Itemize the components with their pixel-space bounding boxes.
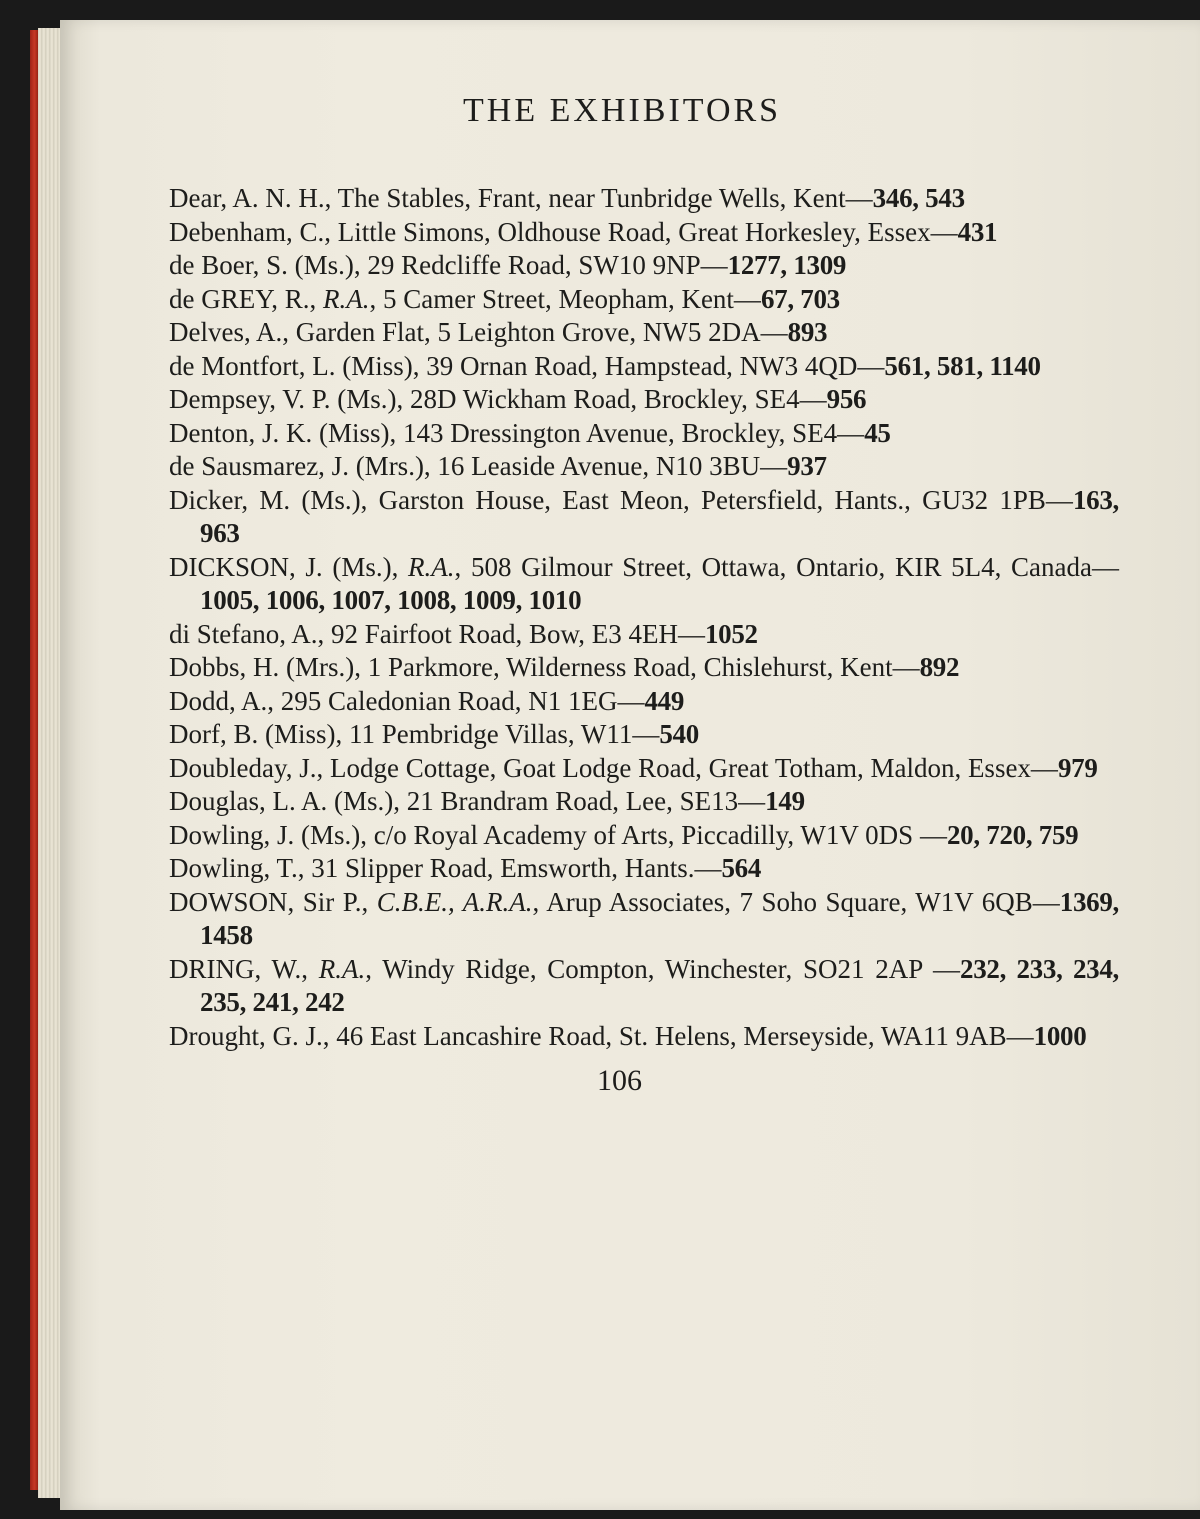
exhibitor-list: [169, 182, 1119, 1053]
entry-text: , 5 Camer Street, Meopham, Kent—: [369, 283, 761, 314]
entry-text: , Arup Associates, 7 Soho Square, W1V 6QB—: [532, 886, 1060, 917]
catalogue-numbers: 561, 581, 1140: [884, 350, 1041, 381]
exhibitor-entry: [169, 484, 1119, 551]
exhibitor-entry: [169, 685, 1119, 719]
honours: R.A.: [408, 551, 455, 582]
entry-text: , 508 Gilmour Street, Ottawa, Ontario, KIR 5L4, Canada—: [454, 551, 1120, 582]
exhibitor-entry: [169, 752, 1119, 786]
catalogue-numbers: 67, 703: [760, 283, 840, 314]
entry-text: de Boer, S. (Ms.), 29 Redcliffe Road, SW10 9NP—: [169, 250, 728, 280]
catalogue-numbers: 1052: [704, 618, 758, 649]
catalogue-numbers: 45: [864, 417, 891, 448]
entry-text: Dowling, T., 31 Slipper Road, Emsworth, Hants.—: [169, 853, 722, 883]
catalogue-numbers: 431: [957, 216, 998, 247]
exhibitor-entry: [169, 383, 1119, 417]
entry-text: DICKSON, J. (Ms.),: [169, 551, 409, 582]
entry-text: Dicker, M. (Ms.), Garston House, East Meon, Petersfield, Hants., GU32 1PB—: [169, 484, 1073, 515]
exhibitor-entry: [169, 316, 1119, 350]
catalogue-numbers: 20, 720, 759: [946, 819, 1079, 850]
exhibitor-entry: [169, 852, 1119, 886]
entry-text: Dear, A. N. H., The Stables, Frant, near Tunbridge Wells, Kent—: [169, 183, 873, 213]
exhibitor-entry: [169, 216, 1119, 250]
entry-text: de Sausmarez, J. (Mrs.), 16 Leaside Avenue, N10 3BU—: [169, 451, 788, 481]
exhibitor-entry: [169, 819, 1119, 853]
catalogue-numbers: 1005, 1006, 1007, 1008, 1009, 1010: [200, 585, 582, 615]
entry-text: Drought, G. J., 46 East Lancashire Road, St. Helens, Merseyside, WA11 9AB—: [169, 1020, 1034, 1051]
catalogue-numbers: 564: [721, 853, 762, 883]
entry-text: , Windy Ridge, Compton, Winchester, SO21 2AP —: [365, 953, 960, 984]
catalogue-numbers: 1369, 1458: [200, 886, 1120, 950]
catalogue-numbers: 449: [644, 685, 685, 716]
entry-text: Douglas, L. A. (Ms.), 21 Brandram Road, Lee, SE13—: [169, 786, 766, 816]
entry-text: Doubleday, J., Lodge Cottage, Goat Lodge Road, Great Totham, Maldon, Essex—: [169, 752, 1058, 783]
exhibitor-entry: [169, 350, 1119, 384]
catalogue-numbers: 893: [787, 317, 828, 347]
entry-text: de GREY, R.,: [169, 283, 324, 314]
catalogue-numbers: 540: [659, 719, 699, 749]
honours: R.A.: [323, 283, 370, 314]
catalogue-numbers: 956: [826, 384, 867, 414]
entry-text: Dodd, A., 295 Caledonian Road, N1 1EG—: [169, 685, 645, 716]
entry-text: Dempsey, V. P. (Ms.), 28D Wickham Road, Brockley, SE4—: [169, 384, 827, 414]
page-number: 106: [597, 1064, 642, 1097]
page-title: THE EXHIBITORS: [463, 92, 782, 129]
entry-text: DRING, W.,: [169, 953, 319, 984]
exhibitor-entry: [169, 953, 1119, 1020]
catalogue-numbers: 232, 233, 234, 235, 241, 242: [200, 953, 1119, 1017]
entry-text: Dobbs, H. (Mrs.), 1 Parkmore, Wilderness Road, Chislehurst, Kent—: [169, 652, 920, 682]
entry-text: Debenham, C., Little Simons, Oldhouse Road, Great Horkesley, Essex—: [169, 216, 958, 247]
catalogue-numbers: 979: [1057, 752, 1098, 783]
exhibitor-entry: [169, 651, 1119, 685]
exhibitor-entry: [169, 551, 1119, 618]
honours: R.A.: [318, 953, 366, 984]
catalogue-numbers: 1277, 1309: [727, 250, 847, 280]
exhibitor-entry: [169, 417, 1119, 451]
entry-text: Delves, A., Garden Flat, 5 Leighton Grove, NW5 2DA—: [169, 317, 788, 347]
exhibitor-entry: [169, 785, 1119, 819]
honours: C.B.E., A.R.A.: [376, 886, 533, 917]
exhibitor-entry: [169, 283, 1119, 317]
exhibitor-entry: [169, 886, 1119, 953]
catalogue-numbers: 1000: [1033, 1020, 1087, 1051]
exhibitor-entry: [169, 718, 1119, 752]
entry-text: di Stefano, A., 92 Fairfoot Road, Bow, E3 4EH—: [169, 618, 705, 649]
entry-text: DOWSON, Sir P.,: [169, 886, 377, 917]
entry-text: Denton, J. K. (Miss), 143 Dressington Avenue, Brockley, SE4—: [169, 417, 865, 448]
exhibitor-entry: [169, 618, 1119, 652]
exhibitor-entry: [169, 182, 1119, 216]
entry-text: de Montfort, L. (Miss), 39 Ornan Road, Hampstead, NW3 4QD—: [169, 350, 885, 381]
entry-text: Dowling, J. (Ms.), c/o Royal Academy of Arts, Piccadilly, W1V 0DS —: [169, 819, 947, 850]
exhibitor-entry: [169, 1020, 1119, 1054]
catalogue-numbers: 149: [765, 786, 805, 816]
catalogue-numbers: 163, 963: [200, 484, 1119, 548]
catalogue-numbers: 892: [919, 652, 960, 682]
catalogue-numbers: 346, 543: [872, 183, 965, 213]
catalogue-numbers: 937: [787, 451, 827, 481]
exhibitor-entry: [169, 249, 1119, 283]
exhibitor-entry: [169, 450, 1119, 484]
entry-text: Dorf, B. (Miss), 11 Pembridge Villas, W11—: [169, 719, 660, 749]
